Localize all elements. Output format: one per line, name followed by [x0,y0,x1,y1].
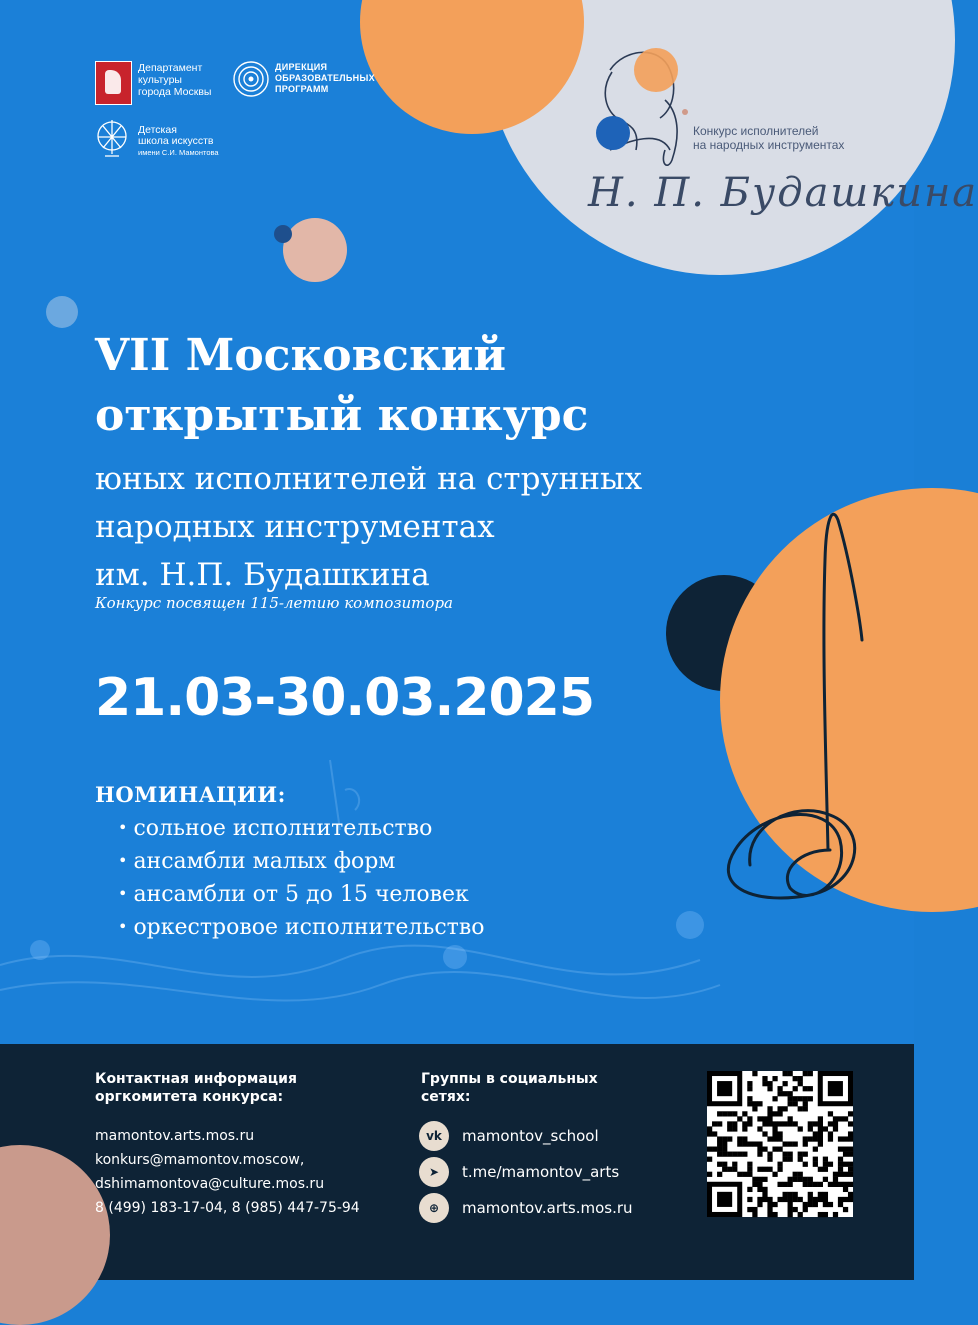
nomination-label: сольное исполнительство [133,816,433,841]
nomination-label: ансамбли от 5 до 15 человек [133,882,469,907]
nomination-label: ансамбли малых форм [133,849,396,874]
social-link-website[interactable]: mamontov.arts.mos.ru [462,1199,633,1217]
social-link-vk[interactable]: mamontov_school [462,1127,599,1145]
title-line-1: VII Московский [95,330,506,381]
contact-email-link[interactable]: konkurs@mamontov.moscow, [95,1152,305,1168]
direkcia-line-1: ДИРЕКЦИЯ [275,62,328,72]
telegram-icon: ➤ [419,1157,449,1187]
subtitle-line-1: юных исполнителей на струнных [95,461,643,497]
poster-subtitle [95,455,642,599]
moscow-coat-of-arms-logo [95,61,132,105]
socials-title-line-1: Группы в социальных [421,1071,598,1087]
contacts-title-line-1: Контактная информация [95,1071,297,1087]
portrait-orange-circle [634,48,678,92]
dept-line-1: Департамент [138,62,203,74]
competition-dates: 21.03-30.03.2025 [95,668,595,728]
bullet-icon: • [118,917,128,936]
nomination-label: оркестровое исполнительство [133,915,485,940]
nomination-item [118,812,484,845]
contacts-title [95,1070,355,1106]
dedication-text: Конкурс посвящен 115-летию композитора [95,594,453,612]
title-line-2: открытый конкурс [95,390,589,441]
vk-icon: vk [419,1121,449,1151]
bullet-icon: • [118,851,128,870]
signature-caption-line-1: Конкурс исполнителей [693,124,819,138]
school-line-1: Детская [138,124,177,136]
social-row-telegram[interactable] [419,1156,619,1188]
school-line-2: школа искусств [138,135,214,147]
subtitle-line-2: народных инструментах [95,509,495,545]
bullet-icon: • [118,884,128,903]
horseman-icon [105,70,121,94]
direkcia-logo-icon [232,60,270,98]
orange-circle-right [720,488,978,912]
dept-line-3: города Москвы [138,86,212,98]
subtitle-line-3: им. Н.П. Будашкина [95,557,430,593]
nominations-title: НОМИНАЦИИ: [95,782,286,807]
qr-code[interactable] [707,1071,853,1217]
contact-website-link[interactable]: mamontov.arts.mos.ru [95,1128,255,1144]
school-line-3: имени С.И. Мамонтова [138,148,219,157]
contact-lines [95,1124,360,1220]
socials-title-line-2: сетях: [421,1089,471,1105]
nomination-item [118,845,484,878]
poster-title [95,326,588,446]
bullet-icon: • [118,818,128,837]
signature-caption-line-2: на народных инструментах [693,138,845,152]
signature-name: Н. П. Будашкина [588,170,978,216]
nominations-list [118,812,484,944]
signature-caption [693,124,873,152]
social-row-website[interactable] [419,1192,633,1224]
contact-phones: 8 (499) 183-17-04, 8 (985) 447-75-94 [95,1200,360,1216]
dept-culture-logo-text [138,62,228,98]
school-logo-icon [93,116,131,160]
direkcia-line-2: ОБРАЗОВАТЕЛЬНЫХ [275,73,375,83]
nomination-item [118,911,484,944]
contacts-title-line-2: оргкомитета конкурса: [95,1089,284,1105]
small-blue-circle [46,296,78,328]
dept-line-2: культуры [138,74,182,86]
pink-circle [283,218,347,282]
social-link-telegram[interactable]: t.me/mamontov_arts [462,1163,620,1181]
portrait-blue-circle [596,116,630,150]
direkcia-line-3: ПРОГРАММ [275,84,329,94]
school-logo-text [138,125,258,158]
contact-email-link-2[interactable]: dshimamontova@culture.mos.ru [95,1176,325,1192]
social-row-vk[interactable] [419,1120,599,1152]
direkcia-logo-text [275,62,395,95]
socials-title [421,1070,641,1106]
globe-icon: ⊕ [419,1193,449,1223]
nomination-item [118,878,484,911]
